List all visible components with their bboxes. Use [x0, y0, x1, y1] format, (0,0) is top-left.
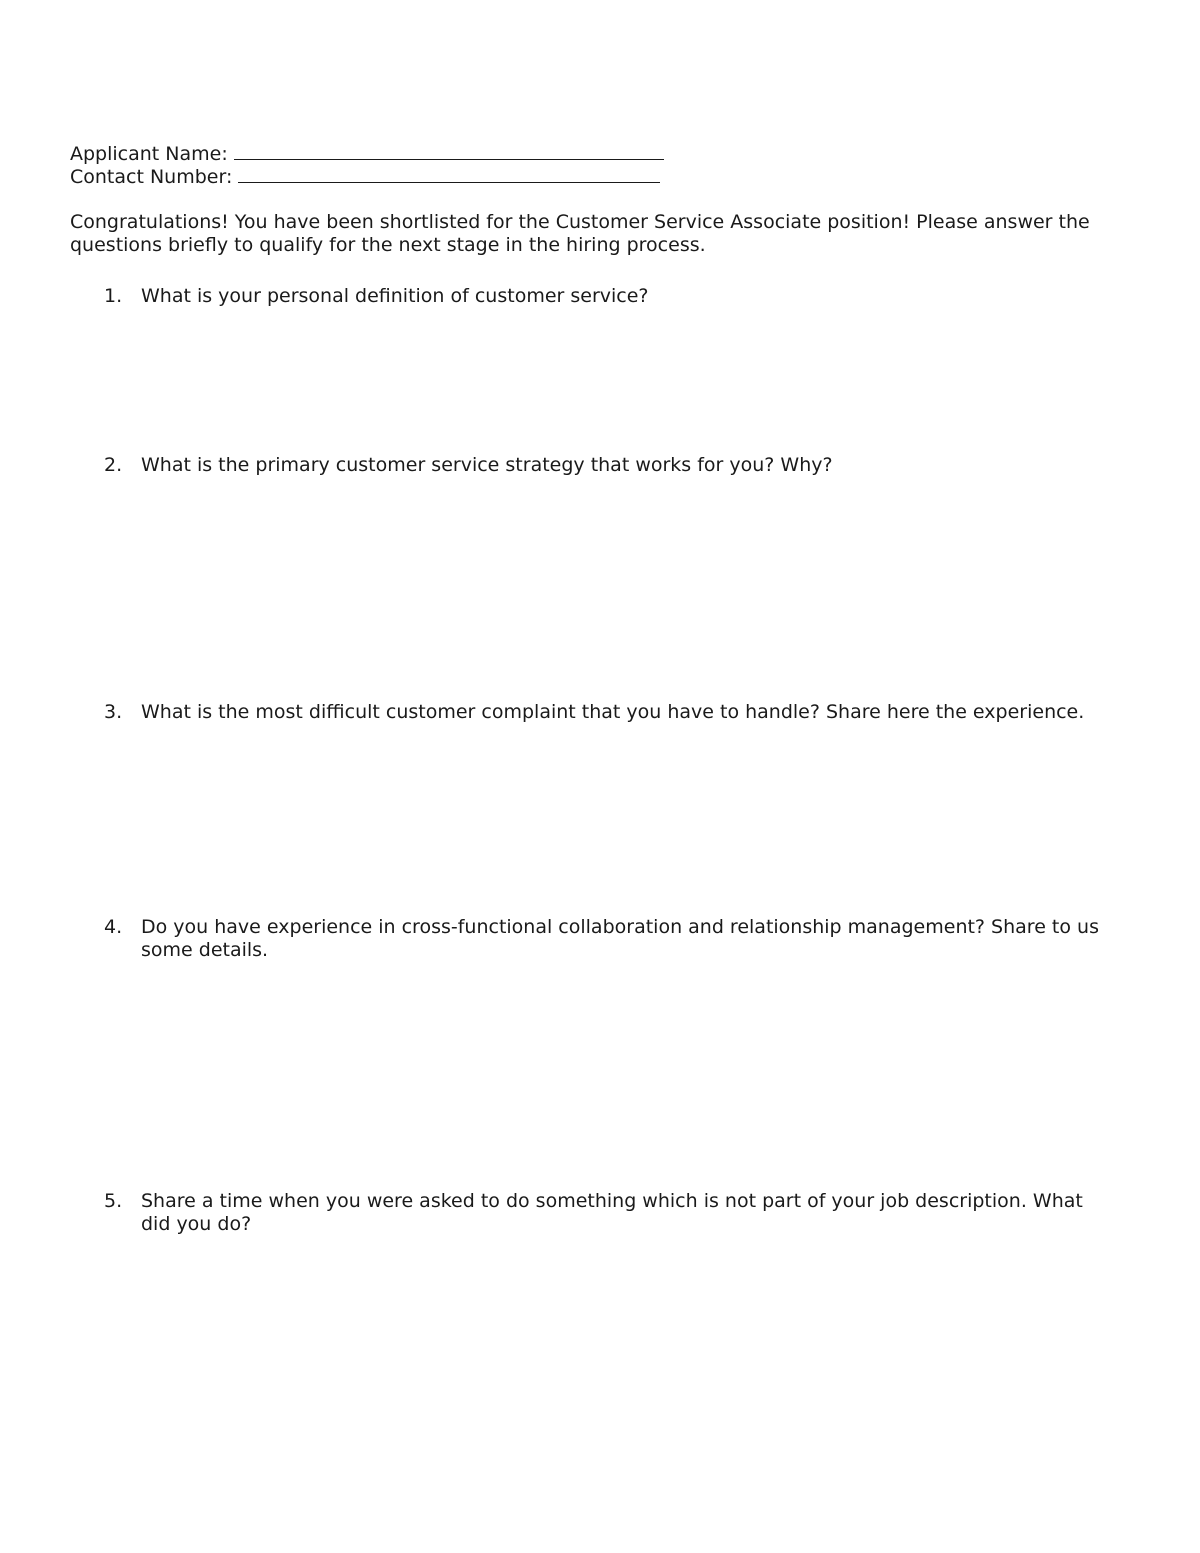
question-text: Do you have experience in cross-functional collaboration and relationship management? Share to us some details.	[141, 916, 1099, 961]
question-number: 5.	[104, 1190, 123, 1212]
question-text: Share a time when you were asked to do something which is not part of your job description. What did you do?	[141, 1190, 1083, 1235]
question-number: 2.	[104, 454, 123, 476]
question-text: What is your personal definition of customer service?	[141, 285, 649, 307]
question-number: 4.	[104, 916, 123, 938]
question-1	[104, 285, 1114, 308]
question-4	[104, 916, 1114, 962]
intro-paragraph: Congratulations! You have been shortlisted for the Customer Service Associate position! Please answer the questions briefly to qualify for the next stage in the hiring process.	[70, 211, 1090, 256]
applicant-name-row	[70, 143, 664, 166]
question-text: What is the most difficult customer complaint that you have to handle? Share here the experience.	[141, 701, 1085, 723]
question-5	[104, 1190, 1114, 1236]
contact-number-label: Contact Number:	[70, 166, 233, 188]
question-number: 1.	[104, 285, 123, 307]
question-2	[104, 454, 1114, 477]
contact-number-row	[70, 166, 660, 189]
contact-number-blank[interactable]	[238, 168, 660, 183]
question-3	[104, 701, 1114, 724]
applicant-name-label: Applicant Name:	[70, 143, 228, 165]
question-text: What is the primary customer service strategy that works for you? Why?	[141, 454, 833, 476]
applicant-name-blank[interactable]	[234, 145, 664, 160]
question-number: 3.	[104, 701, 123, 723]
